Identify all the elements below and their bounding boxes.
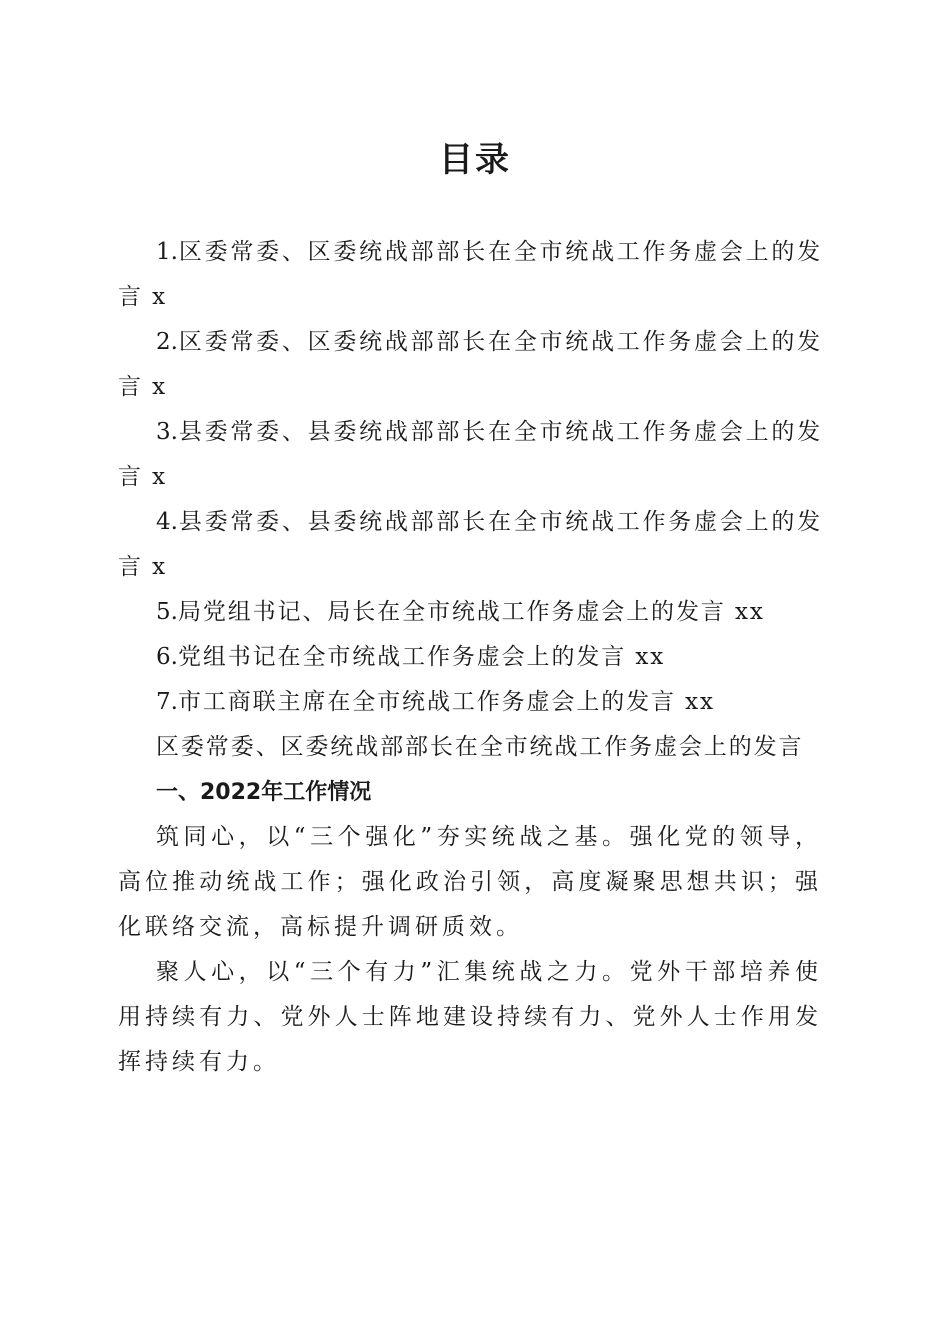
toc-item — [118, 320, 822, 410]
toc-item-number: 1. — [156, 239, 178, 265]
article-title: 区委常委、区委统战部部长在全市统战工作务虚会上的发言 — [156, 734, 804, 760]
document-title: 目录 — [439, 140, 511, 180]
toc-item-number: 2. — [156, 329, 178, 355]
toc-item — [118, 590, 822, 635]
toc-item — [118, 680, 822, 725]
toc-item — [118, 635, 822, 680]
toc-item-text: 市工商联主席在全市统战工作务虚会上的发言 xx — [177, 689, 715, 715]
toc-item-number: 3. — [156, 419, 178, 445]
toc-item-text: 县委常委、县委统战部部长在全市统战工作务虚会上的发言 x — [118, 419, 822, 490]
toc-item — [118, 500, 822, 590]
toc-item-text: 局党组书记、局长在全市统战工作务虚会上的发言 xx — [177, 599, 765, 625]
toc-item — [118, 230, 822, 320]
body-paragraph: 筑同心，以“三个强化”夯实统战之基。强化党的领导，高位推动统战工作；强化政治引领，高度凝聚思想共识；强化联络交流，高标提升调研质效。 — [118, 824, 822, 940]
toc-item-text: 区委常委、区委统战部部长在全市统战工作务虚会上的发言 x — [118, 239, 822, 310]
section-heading: 一、2022年工作情况 — [156, 780, 372, 805]
toc-item-number: 6. — [156, 644, 178, 670]
toc-item-text: 党组书记在全市统战工作务虚会上的发言 xx — [177, 644, 666, 670]
table-of-contents — [118, 230, 822, 725]
toc-item — [118, 410, 822, 500]
toc-item-number: 4. — [156, 509, 178, 535]
toc-item-number: 7. — [156, 689, 178, 715]
toc-item-text: 区委常委、区委统战部部长在全市统战工作务虚会上的发言 x — [118, 329, 822, 400]
body-paragraph: 聚人心，以“三个有力”汇集统战之力。党外干部培养使用持续有力、党外人士阵地建设持续有力、党外人士作用发挥持续有力。 — [118, 959, 822, 1075]
toc-item-text: 县委常委、县委统战部部长在全市统战工作务虚会上的发言 x — [118, 509, 822, 580]
document-body — [118, 230, 822, 1085]
toc-item-number: 5. — [156, 599, 178, 625]
